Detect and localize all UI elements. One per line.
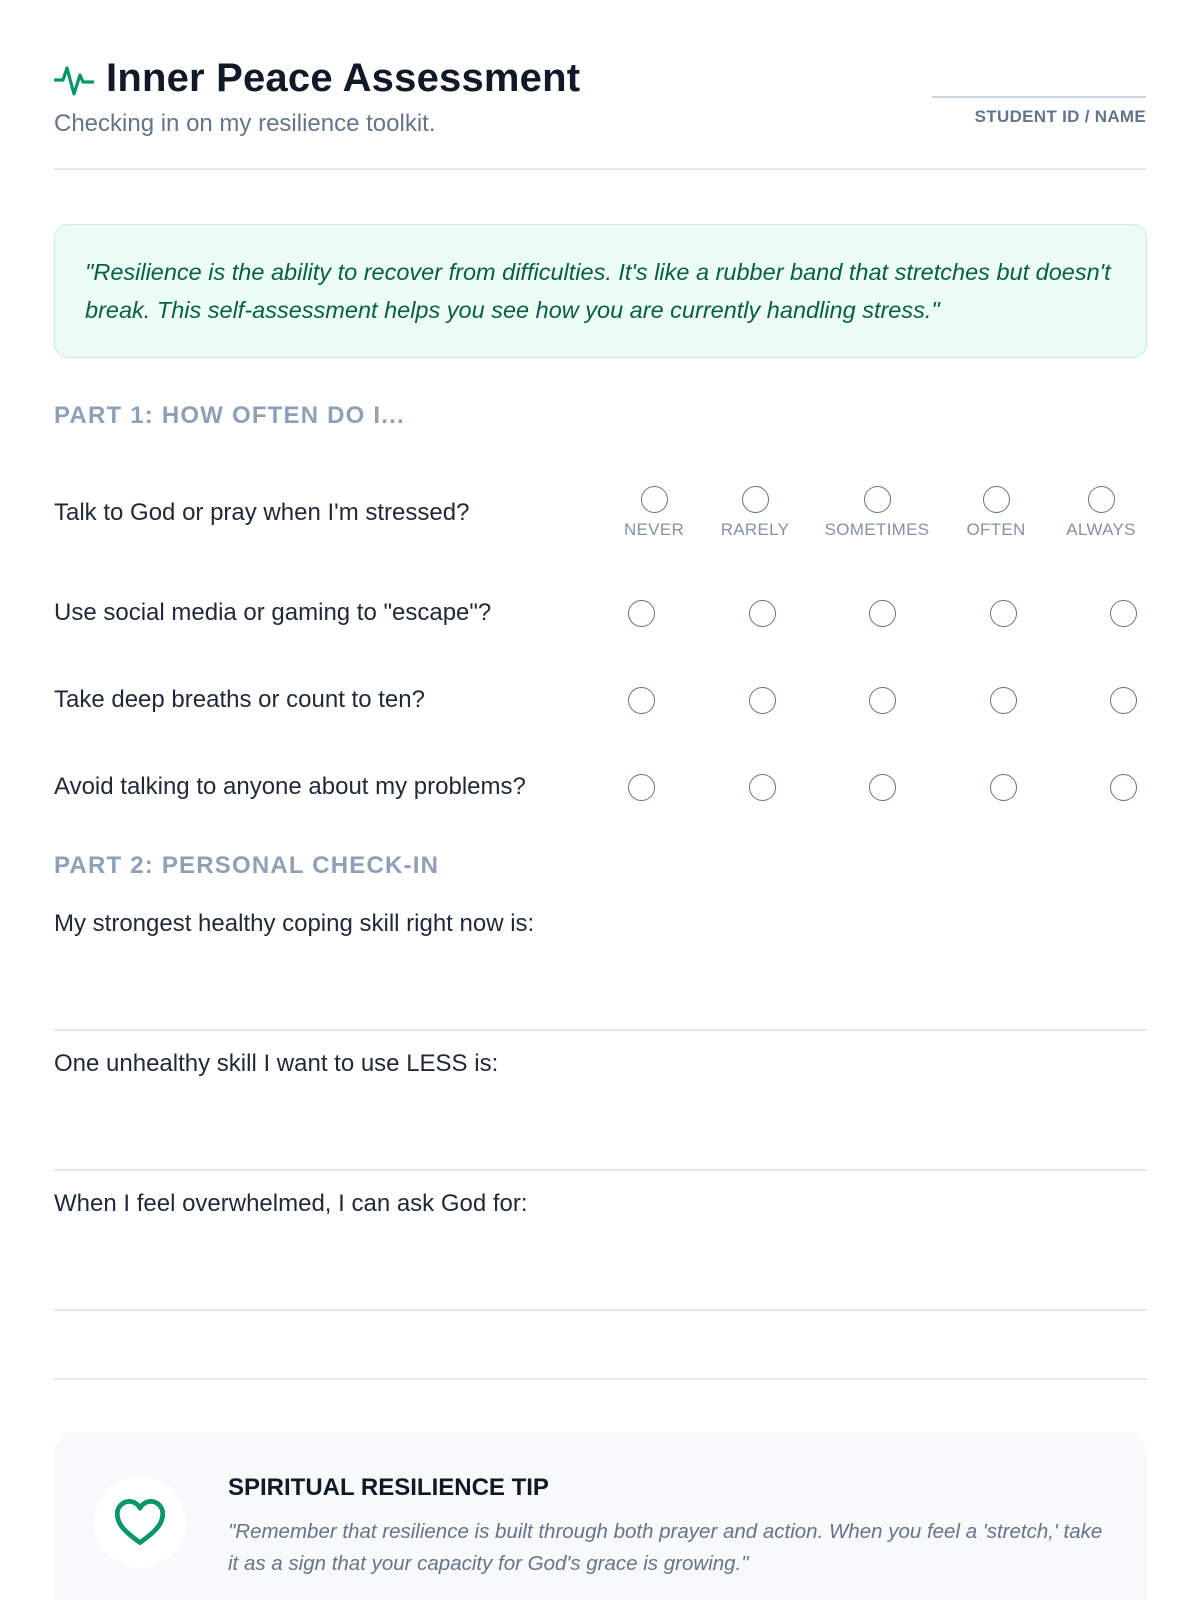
student-id-label: STUDENT ID / NAME [974, 107, 1146, 126]
answer-line-extra[interactable] [54, 1378, 1147, 1380]
radio-q2-always[interactable] [1110, 600, 1137, 627]
scale-label-never: NEVER [623, 520, 685, 539]
scale-label-sometimes: SOMETIMES [824, 520, 930, 539]
prompt-strongest-skill: My strongest healthy coping skill right now is: [54, 910, 535, 937]
radio-q4-rarely[interactable] [749, 774, 776, 801]
answer-line-unhealthy-skill[interactable] [54, 1169, 1147, 1171]
heart-icon [114, 1498, 166, 1546]
radio-q3-sometimes[interactable] [869, 687, 896, 714]
part1-title: PART 1: HOW OFTEN DO I... [54, 402, 405, 429]
radio-q3-rarely[interactable] [749, 687, 776, 714]
tip-text: "Remember that resilience is built through both prayer and action. When you feel a 'stretch,' take it as a sign that your capacity for God's grace is growing." [228, 1520, 1103, 1575]
radio-q2-sometimes[interactable] [869, 600, 896, 627]
header [54, 0, 1146, 170]
question-3: Take deep breaths or count to ten? [54, 686, 425, 713]
radio-q1-sometimes[interactable] [864, 486, 891, 513]
scale-label-always: ALWAYS [1066, 520, 1136, 539]
radio-q2-never[interactable] [628, 600, 655, 627]
page-subtitle: Checking in on my resilience toolkit. [54, 110, 436, 137]
answer-line-ask-god[interactable] [54, 1309, 1147, 1311]
radio-q3-always[interactable] [1110, 687, 1137, 714]
radio-q1-always[interactable] [1088, 486, 1115, 513]
intro-quote: "Resilience is the ability to recover from difficulties. It's like a rubber band that stretches but doesn't break. This self-assessment helps you see how you are currently handling stress." [54, 224, 1147, 358]
title-row [54, 56, 580, 101]
radio-q3-never[interactable] [628, 687, 655, 714]
radio-q4-sometimes[interactable] [869, 774, 896, 801]
part2-title: PART 2: PERSONAL CHECK-IN [54, 852, 440, 879]
scale-label-rarely: RARELY [720, 520, 790, 539]
prompt-unhealthy-skill: One unhealthy skill I want to use LESS is: [54, 1050, 499, 1077]
radio-q2-rarely[interactable] [749, 600, 776, 627]
pulse-icon [54, 59, 94, 99]
question-2: Use social media or gaming to "escape"? [54, 599, 492, 626]
scale-label-often: OFTEN [966, 520, 1026, 539]
tip-title: SPIRITUAL RESILIENCE TIP [228, 1474, 549, 1501]
radio-q1-rarely[interactable] [742, 486, 769, 513]
student-id-field[interactable] [932, 96, 1146, 98]
radio-q1-never[interactable] [641, 486, 668, 513]
radio-q3-often[interactable] [990, 687, 1017, 714]
page-title: Inner Peace Assessment [106, 56, 581, 100]
radio-q4-often[interactable] [990, 774, 1017, 801]
radio-q1-often[interactable] [983, 486, 1010, 513]
answer-line-strongest-skill[interactable] [54, 1029, 1147, 1031]
question-1: Talk to God or pray when I'm stressed? [54, 499, 470, 526]
tip-icon-circle [94, 1476, 186, 1568]
radio-q4-never[interactable] [628, 774, 655, 801]
radio-q2-often[interactable] [990, 600, 1017, 627]
radio-q4-always[interactable] [1110, 774, 1137, 801]
prompt-ask-god: When I feel overwhelmed, I can ask God for: [54, 1190, 528, 1217]
spiritual-tip-card [54, 1432, 1147, 1600]
question-4: Avoid talking to anyone about my problems? [54, 773, 526, 800]
